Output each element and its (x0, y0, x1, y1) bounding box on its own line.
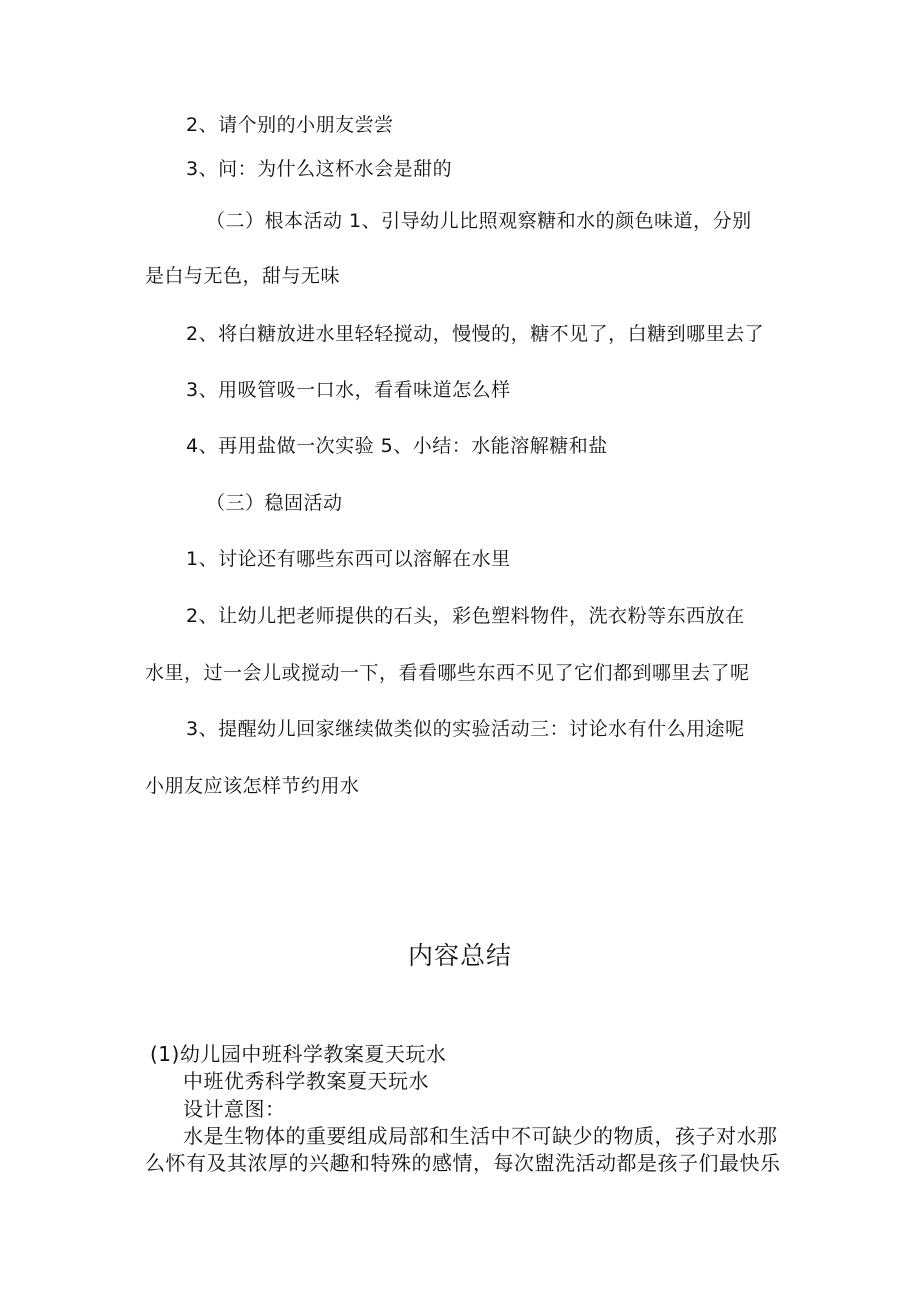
text-line: 是白与无色，甜与无味 (145, 265, 341, 287)
summary-line: 中班优秀科学教案夏天玩水 (183, 1069, 429, 1093)
text-line: 2、将白糖放进水里轻轻搅动，慢慢的，糖不见了，白糖到哪里去了 (186, 323, 765, 345)
text-line: （二）根本活动 1、引导幼儿比照观察糖和水的颜色味道，分别 (206, 210, 752, 232)
text-line: 3、问：为什么这杯水会是甜的 (186, 158, 453, 180)
text-line: 小朋友应该怎样节约用水 (145, 775, 360, 797)
text-line: 3、用吸管吸一口水，看看味道怎么样 (186, 379, 511, 401)
text-line: 2、让幼儿把老师提供的石头，彩色塑料物件，洗衣粉等东西放在 (186, 605, 745, 627)
summary-line: (1)幼儿园中班科学教案夏天玩水 (150, 1042, 447, 1066)
text-line: 3、提醒幼儿回家继续做类似的实验活动三：讨论水有什么用途呢 (186, 718, 745, 740)
section-heading: （三）稳固活动 (206, 492, 343, 514)
text-line: 2、请个别的小朋友尝尝 (186, 114, 394, 136)
text-line: 4、再用盐做一次实验 5、小结：水能溶解糖和盐 (186, 435, 608, 457)
summary-line: 设计意图： (183, 1097, 286, 1121)
summary-line: 么怀有及其浓厚的兴趣和特殊的感情，每次盥洗活动都是孩子们最快乐 (145, 1151, 781, 1175)
text-line: 1、讨论还有哪些东西可以溶解在水里 (186, 548, 511, 570)
text-line: 水里，过一会儿或搅动一下，看看哪些东西不见了它们都到哪里去了呢 (145, 662, 750, 684)
summary-heading: 内容总结 (407, 941, 512, 970)
summary-line: 水是生物体的重要组成局部和生活中不可缺少的物质，孩子对水那 (183, 1124, 778, 1148)
